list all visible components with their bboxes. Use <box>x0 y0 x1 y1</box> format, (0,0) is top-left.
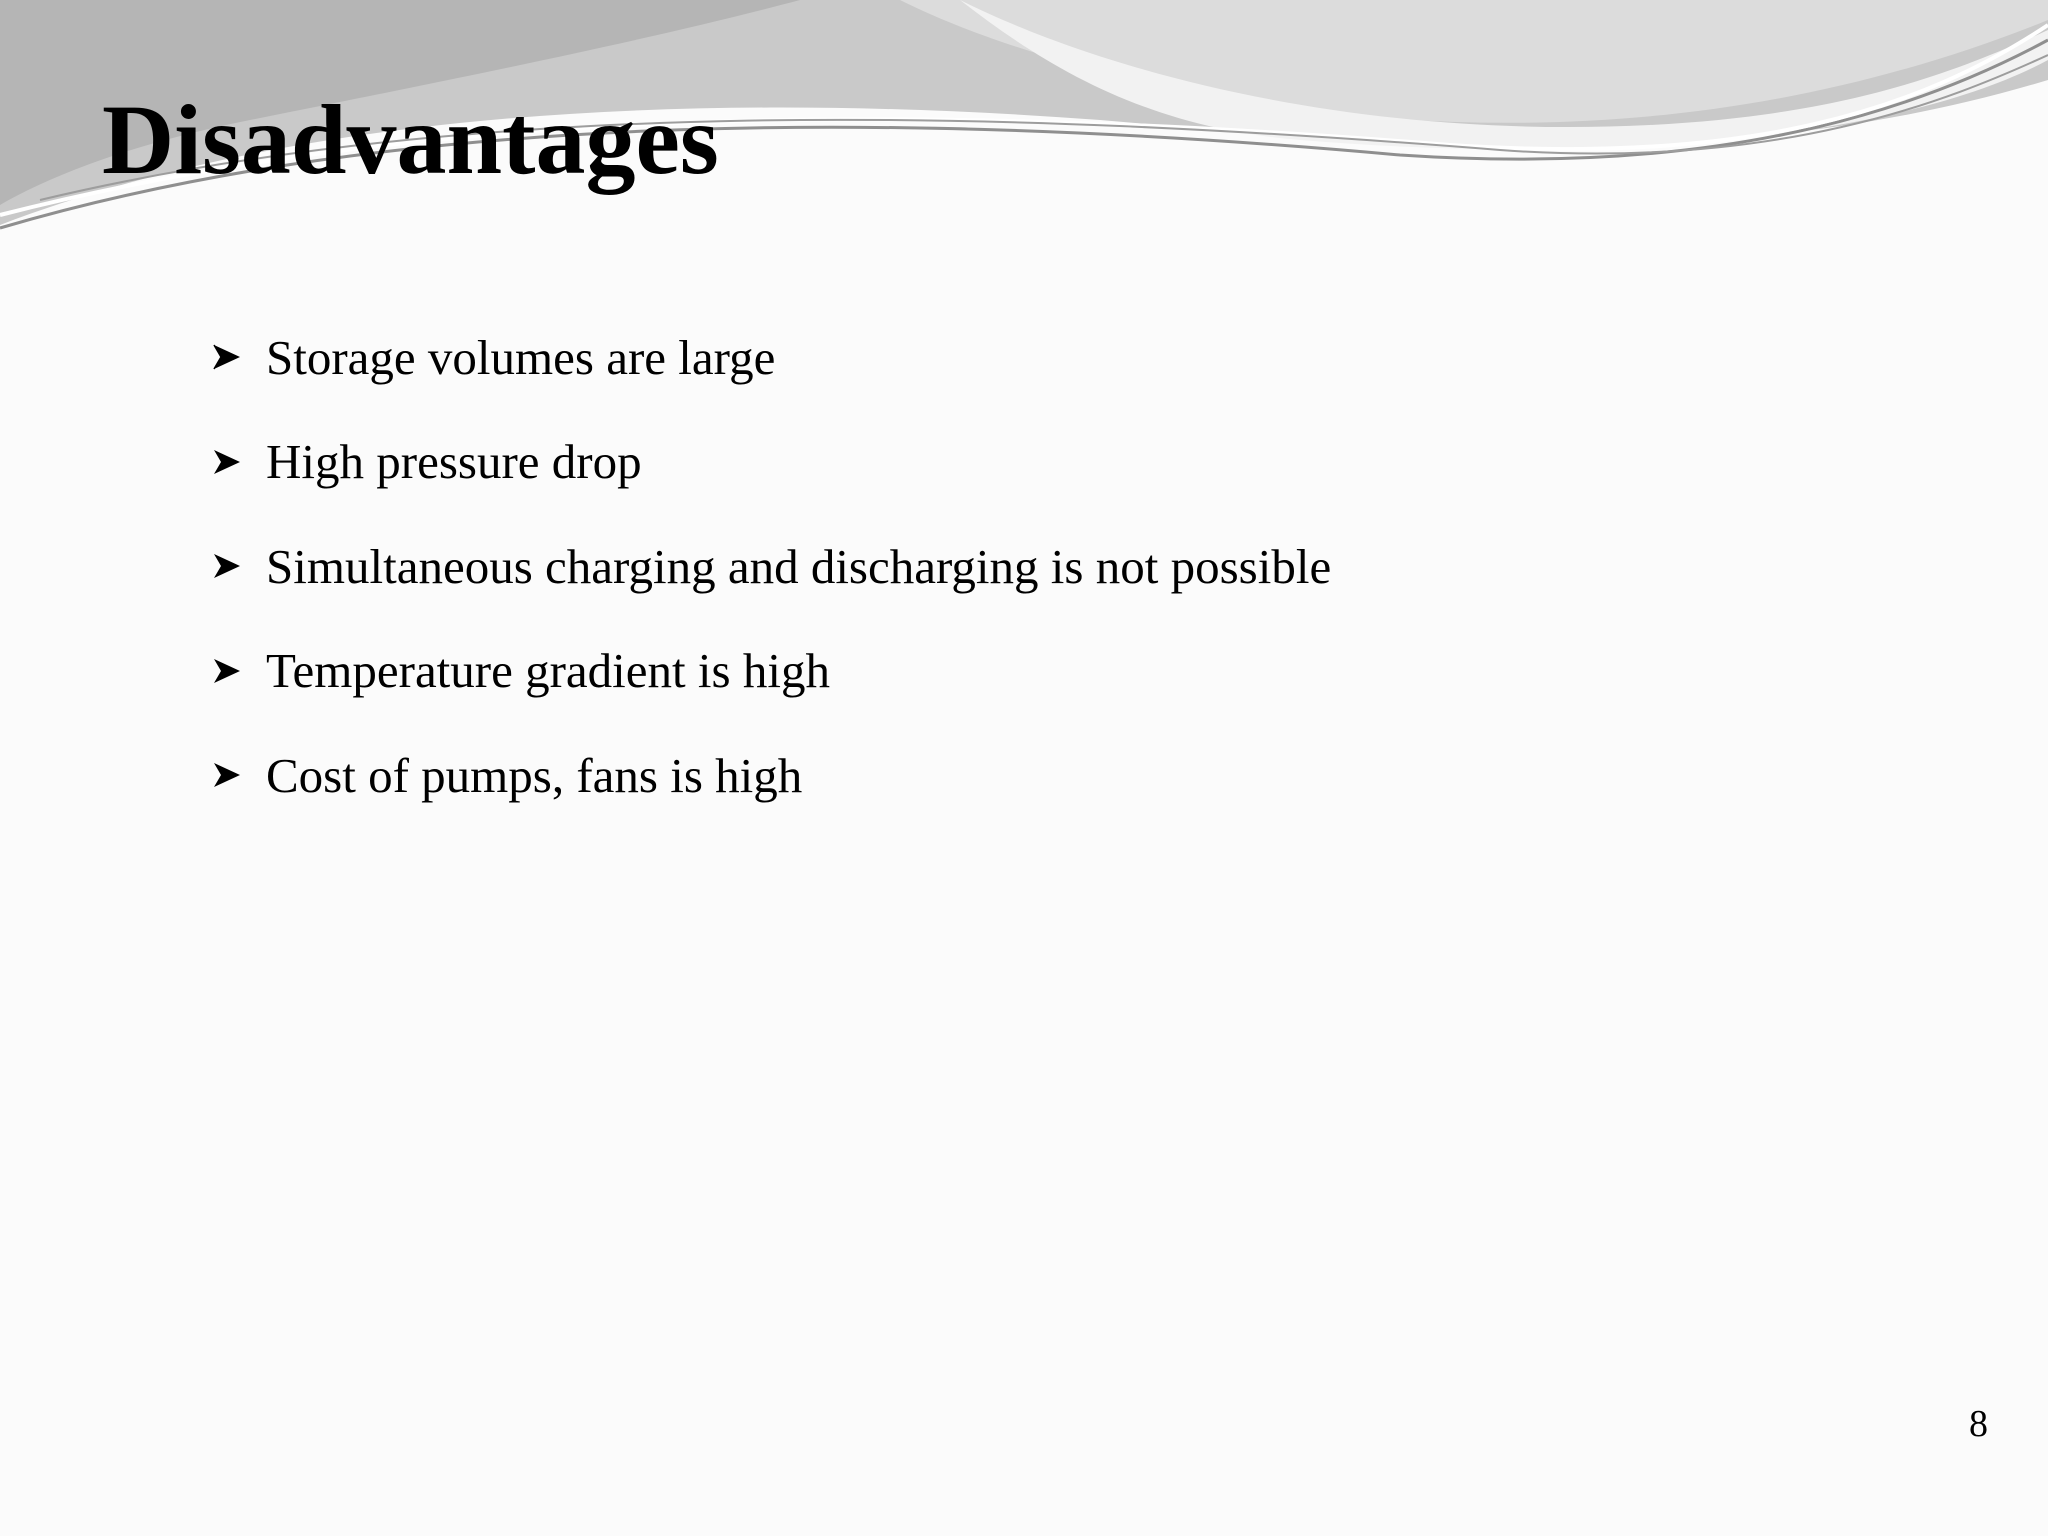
arrowhead-bullet-icon <box>212 760 242 790</box>
slide-title: Disadvantages <box>102 84 719 195</box>
arrowhead-bullet-icon <box>212 342 242 372</box>
bullet-item <box>212 723 1331 828</box>
bullet-list <box>212 305 1331 828</box>
bullet-item <box>212 514 1331 619</box>
arrowhead-bullet-icon <box>212 447 242 477</box>
bullet-text: Storage volumes are large <box>266 329 776 385</box>
arrowhead-bullet-icon <box>212 551 242 581</box>
arrowhead-bullet-icon <box>212 656 242 686</box>
bullet-item <box>212 305 1331 410</box>
page-number: 8 <box>1969 1403 1988 1445</box>
bullet-item <box>212 619 1331 724</box>
bullet-item <box>212 410 1331 515</box>
bullet-text: Simultaneous charging and discharging is not possible <box>266 538 1332 594</box>
bullet-text: Temperature gradient is high <box>266 643 830 699</box>
bullet-text: High pressure drop <box>266 434 642 490</box>
bullet-text: Cost of pumps, fans is high <box>266 747 803 803</box>
